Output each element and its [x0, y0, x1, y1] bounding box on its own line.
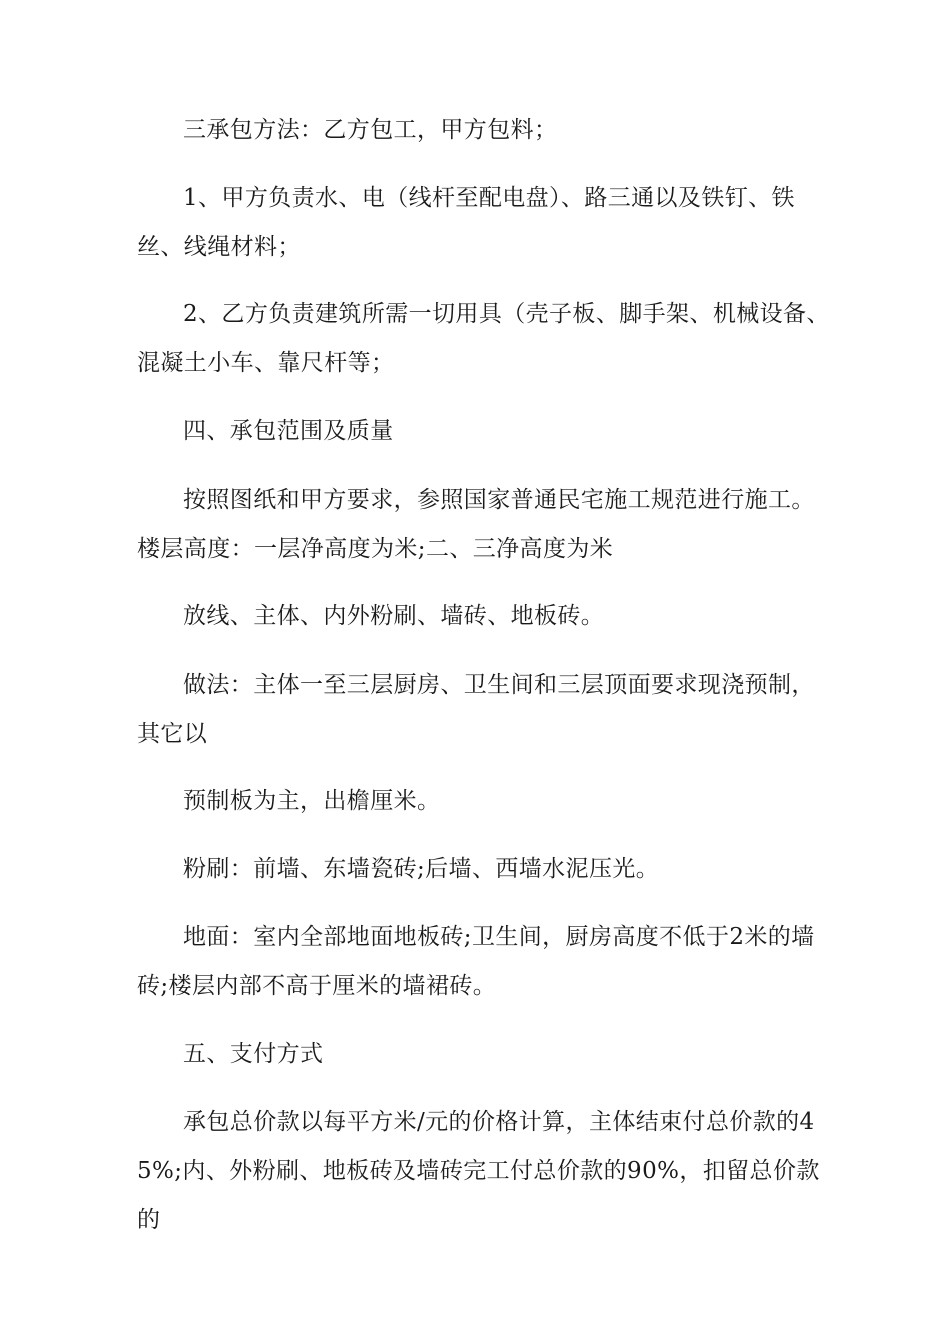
- paragraph-contract-method: 三承包方法：乙方包工，甲方包料；: [183, 117, 558, 143]
- paragraph-precast-slab: 预制板为主，出檐厘米。: [183, 788, 441, 814]
- paragraph-payment-terms: 承包总价款以每平方米/元的价格计算，主体结束付总价款的45%;内、外粉刷、地板砖及墙砖完工付总价款的90%，扣留总价款的: [137, 1109, 820, 1233]
- heading-scope-and-quality: 四、承包范围及质量: [183, 418, 394, 444]
- paragraph-party-b-duties: 2、乙方负责建筑所需一切用具（壳子板、脚手架、机械设备、混凝土小车、靠尺杆等；: [137, 301, 830, 376]
- paragraph-plastering: 粉刷：前墙、东墙瓷砖;后墙、西墙水泥压光。: [183, 856, 660, 882]
- paragraph-construction-standard: 按照图纸和甲方要求，参照国家普通民宅施工规范进行施工。: [183, 487, 815, 513]
- paragraph-party-a-duties: 1、甲方负责水、电（线杆至配电盘）、路三通以及铁钉、铁丝、线绳材料；: [137, 185, 795, 260]
- heading-payment-method: 五、支付方式: [183, 1041, 324, 1067]
- paragraph-work-items: 放线、主体、内外粉刷、墙砖、地板砖。: [183, 603, 605, 629]
- paragraph-floor-height: 楼层高度：一层净高度为米;二、三净高度为米: [137, 536, 614, 562]
- paragraph-method: 做法：主体一至三层厨房、卫生间和三层顶面要求现浇预制，其它以: [137, 672, 815, 747]
- paragraph-flooring: 地面：室内全部地面地板砖;卫生间，厨房高度不低于2米的墙砖;楼层内部不高于厘米的墙裙砖。: [137, 924, 815, 999]
